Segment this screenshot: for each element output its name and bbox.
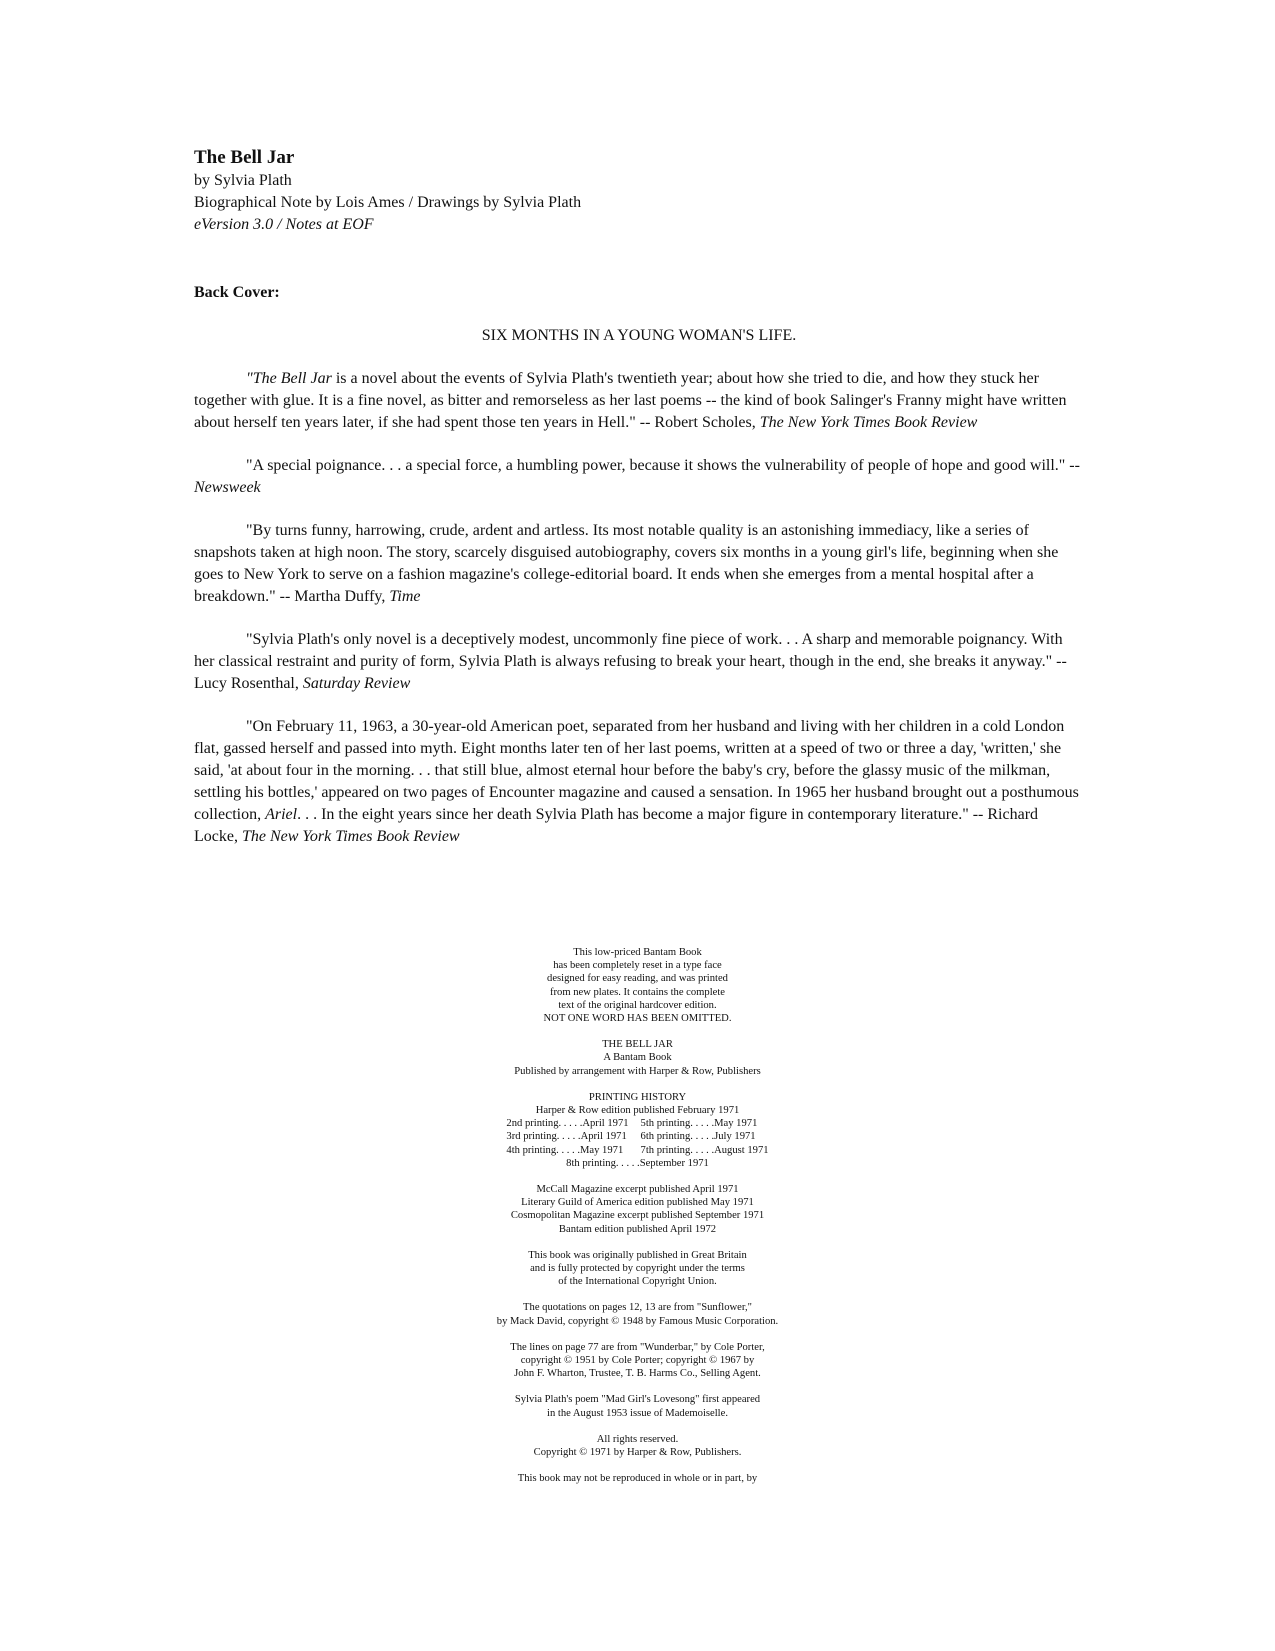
rights-notice: All rights reserved. Copyright © 1971 by Harper & Row, Publishers.	[533, 1433, 742, 1459]
book-title: The Bell Jar	[194, 147, 295, 168]
wunderbar-credit: The lines on page 77 are from "Wunderbar," by Cole Porter, copyright © 1951 by Cole Porter; copyright © 1967 by John F. Wharton, Trustee, T. B. Harms Co., Selling Agent.	[510, 1341, 765, 1380]
book-credits: Biographical Note by Lois Ames / Drawings by Sylvia Plath	[194, 194, 582, 211]
review-quote: "Sylvia Plath's only novel is a deceptively modest, uncommonly fine piece of work. . . A sharp and memorable poignancy. With her classical restraint and purity of form, Sylvia Plath is always refusing to break your heart, though in the end, she breaks it anyway." -- Lucy Rosenthal, Saturday Review	[194, 631, 1067, 692]
publication-history: McCall Magazine excerpt published April 1971 Literary Guild of America edition published May 1971 Cosmopolitan Magazine excerpt published September 1971 Bantam edition published April 1972	[510, 1184, 765, 1235]
edition-info: THE BELL JAR A Bantam Book Published by arrangement with Harper & Row, Publishers	[514, 1039, 761, 1077]
printing-history: PRINTING HISTORY Harper & Row edition published February 1971 2nd printing. . . . .April 1971 5th printing. . . . .May 1971 3rd printing. . . . .April 1971 6th printing. . . . .July 1971 4th printing. . . . .May 1971 7th printing. . . . .August 1971 8th printing. . . . .September 1971	[506, 1091, 769, 1169]
review-quote: "By turns funny, harrowing, crude, ardent and artless. Its most notable quality is an astonishing immediacy, like a series of snapshots taken at high noon. The story, scarcely disguised autobiography, covers six months in a young girl's life, beginning when she goes to New York to serve on a fashion magazine's college-editorial board. It ends when she emerges from a mental hospital after a breakdown." -- Martha Duffy, Time	[194, 522, 1059, 605]
lovesong-credit: Sylvia Plath's poem "Mad Girl's Lovesong" first appeared in the August 1953 issue of Mademoiselle.	[514, 1394, 761, 1419]
reproduction-notice: This book may not be reproduced in whole or in part, by	[517, 1473, 758, 1485]
sunflower-credit: The quotations on pages 12, 13 are from "Sunflower," by Mack David, copyright © 1948 by Famous Music Corporation.	[496, 1302, 779, 1327]
printing-grid: 2nd printing. . . . .April 1971 5th printing. . . . .May 1971 3rd printing. . . . .April 1971 6th printing. . . . .July 1971 4th printing. . . . .May 1971 7th printing. . . . .August 1971	[506, 1118, 769, 1156]
bantam-note: This low-priced Bantam Book has been completely reset in a type face designed for easy reading, and was printed from new plates. It contains the complete text of the original hardcover edition. NOT ONE WORD HAS BEEN OMITTED.	[543, 947, 732, 1025]
review-quote: "The Bell Jar is a novel about the events of Sylvia Plath's twentieth year; about how she tried to die, and how they stuck her together with glue. It is a fine novel, as bitter and remorseless as her last poems -- the kind of book Salinger's Franny might have written about herself ten years later, if she had spent those ten years in Hell." -- Robert Scholes, The New York Times Book Review	[194, 370, 1067, 431]
back-cover-label: Back Cover:	[194, 284, 280, 301]
document-page	[194, 146, 1084, 848]
origin-note: This book was originally published in Great Britain and is fully protected by copyright under the terms of the International Copyright Union.	[528, 1249, 747, 1288]
review-quote: "A special poignance. . . a special force, a humbling power, because it shows the vulnerability of people of hope and good will." -- Newsweek	[194, 457, 1080, 496]
review-quote: "On February 11, 1963, a 30-year-old American poet, separated from her husband and living with her children in a cold London flat, gassed herself and passed into myth. Eight months later ten of her last poems, written at a speed of two or three a day, 'written,' she said, 'at about four in the morning. . . that still blue, almost eternal hour before the baby's cry, before the glassy music of the milkman, settling his bottles,' appeared on two pages of Encounter magazine and caused a sensation. In 1965 her husband brought out a posthumous collection, Ariel. . . In the eight years since her death Sylvia Plath has become a major figure in contemporary literature." -- Richard Locke, The New York Times Book Review	[194, 718, 1079, 845]
book-author: by Sylvia Plath	[194, 172, 292, 189]
copyright-colophon	[0, 946, 1275, 1499]
back-cover-headline: SIX MONTHS IN A YOUNG WOMAN'S LIFE.	[481, 327, 797, 344]
book-version: eVersion 3.0 / Notes at EOF	[194, 216, 374, 233]
